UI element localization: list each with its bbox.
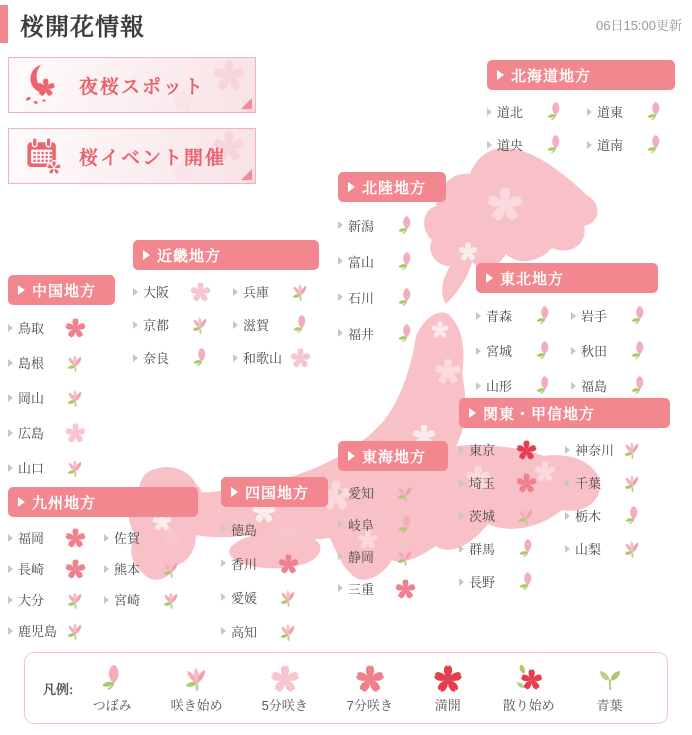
status-tsubomi-icon — [515, 537, 538, 560]
pref-name: 静岡 — [348, 549, 375, 565]
pref-link-kyushu-2[interactable] — [8, 553, 104, 584]
triangle-right-icon — [8, 464, 13, 472]
region-hokuriku — [338, 172, 446, 351]
status-tsubomi-icon — [543, 100, 566, 123]
status-bu7-icon — [394, 577, 417, 600]
pref-link-hokuriku-2[interactable] — [338, 279, 438, 315]
status-sakihajime-icon — [621, 438, 644, 461]
triangle-right-icon — [487, 141, 492, 149]
region-tohoku — [476, 263, 666, 403]
legend-item-label: つぼみ — [92, 698, 132, 713]
triangle-right-icon — [233, 321, 238, 329]
pref-name: 岩手 — [581, 309, 608, 324]
status-bu7-icon — [515, 471, 538, 494]
pref-name: 京都 — [143, 318, 170, 333]
legend-item-mankai — [432, 662, 464, 714]
status-sakihajime-icon — [160, 557, 183, 580]
region-header-hokuriku[interactable] — [338, 172, 446, 202]
pref-link-shikoku-0[interactable] — [221, 512, 321, 546]
status-tsubomi-icon — [394, 214, 417, 237]
triangle-right-icon — [18, 497, 25, 507]
status-tsubomi-icon — [532, 374, 555, 397]
pref-name: 道北 — [497, 105, 524, 120]
triangle-right-icon — [133, 354, 138, 362]
region-header-tohoku[interactable] — [476, 263, 658, 293]
status-bu5-icon — [160, 526, 183, 549]
triangle-right-icon — [348, 451, 355, 461]
pref-name: 長野 — [469, 575, 496, 590]
pref-link-kyushu-6[interactable] — [8, 615, 104, 646]
triangle-right-icon — [459, 545, 464, 553]
region-name: 中国地方 — [32, 282, 97, 300]
triangle-right-icon — [233, 354, 238, 362]
legend-item-label: 散り始め — [502, 698, 555, 713]
region-hokkaido — [487, 60, 687, 161]
triangle-right-icon — [8, 394, 13, 402]
corner-arrow-icon — [241, 98, 252, 109]
triangle-right-icon — [487, 108, 492, 116]
status-sakihajime-icon — [621, 471, 644, 494]
triangle-right-icon — [459, 446, 464, 454]
legend-item-chirihajime — [503, 662, 555, 714]
pref-link-kanto-5[interactable] — [565, 499, 671, 532]
pref-name: 福井 — [348, 326, 375, 342]
pref-link-tokai-3[interactable] — [338, 572, 438, 604]
pref-name: 大阪 — [143, 285, 170, 300]
corner-arrow-icon — [241, 169, 252, 180]
status-tsubomi-icon — [515, 570, 538, 593]
pref-name: 福島 — [581, 379, 608, 394]
triangle-right-icon — [338, 520, 343, 528]
region-name: 東北地方 — [500, 270, 565, 288]
status-sakihajime-icon — [621, 537, 644, 560]
status-bu5-icon — [64, 421, 87, 444]
triangle-right-icon — [8, 565, 13, 573]
pref-link-kinki-2[interactable] — [133, 308, 233, 341]
triangle-right-icon — [221, 559, 226, 567]
pref-name: 山梨 — [575, 542, 602, 557]
region-chugoku — [8, 275, 115, 485]
pref-link-kyushu-1[interactable] — [104, 522, 200, 553]
pref-link-tokai-1[interactable] — [338, 508, 438, 540]
region-tokai — [338, 441, 448, 604]
status-sakihajime-icon — [394, 545, 417, 568]
region-name: 九州地方 — [32, 494, 97, 512]
updated-timestamp: 06日15:00更新 — [596, 18, 682, 33]
status-tsubomi-icon — [627, 304, 650, 327]
status-tsubomi-icon — [96, 662, 128, 694]
pref-name: 徳島 — [231, 522, 258, 538]
triangle-right-icon — [8, 324, 13, 332]
pref-name: 島根 — [18, 356, 45, 371]
moon-sakura-icon — [21, 63, 65, 107]
pref-link-kyushu-4[interactable] — [8, 584, 104, 615]
pref-link-kanto-8[interactable] — [459, 565, 565, 598]
pref-name: 山口 — [18, 461, 45, 476]
status-tsubomi-icon — [289, 313, 312, 336]
legend-item-label: 満開 — [434, 698, 461, 713]
region-header-hokkaido[interactable] — [487, 60, 675, 90]
triangle-right-icon — [348, 182, 355, 192]
status-tsubomi-icon — [394, 250, 417, 273]
pref-name: 奈良 — [143, 351, 170, 366]
pref-name: 鳥取 — [18, 321, 45, 336]
triangle-right-icon — [18, 285, 25, 295]
pref-name: 道東 — [597, 105, 624, 120]
calendar-sakura-icon — [21, 134, 65, 178]
status-tsubomi-icon — [394, 322, 417, 345]
pref-name: 新潟 — [348, 218, 375, 234]
pref-name: 鹿児島 — [18, 624, 58, 639]
pref-link-kinki-3[interactable] — [233, 308, 333, 341]
triangle-right-icon — [571, 347, 576, 355]
triangle-right-icon — [221, 593, 226, 601]
pref-name: 群馬 — [469, 542, 496, 557]
pref-link-tokai-2[interactable] — [338, 540, 438, 572]
status-bu7-icon — [64, 316, 87, 339]
pref-name: 茨城 — [469, 509, 496, 524]
status-sakihajime-icon — [277, 620, 300, 643]
triangle-right-icon — [338, 221, 343, 229]
triangle-right-icon — [469, 408, 476, 418]
triangle-right-icon — [565, 545, 570, 553]
pref-name: 石川 — [348, 290, 375, 306]
status-tsubomi-icon — [189, 346, 212, 369]
pref-link-chugoku-4[interactable] — [8, 450, 108, 485]
pref-link-shikoku-1[interactable] — [221, 546, 321, 580]
region-name: 関東・甲信地方 — [483, 405, 596, 423]
status-chirihajime-icon — [513, 662, 545, 694]
pref-name: 埼玉 — [469, 476, 496, 491]
status-bu5-icon — [289, 346, 312, 369]
region-header-kinki[interactable] — [133, 240, 319, 270]
pref-link-kanto-7[interactable] — [565, 532, 671, 565]
pref-link-tohoku-3[interactable] — [571, 333, 666, 368]
pref-link-kanto-0[interactable] — [459, 433, 565, 466]
region-shikoku — [221, 477, 328, 648]
triangle-right-icon — [221, 525, 226, 533]
triangle-right-icon — [8, 359, 13, 367]
triangle-right-icon — [476, 382, 481, 390]
triangle-right-icon — [476, 312, 481, 320]
status-sakihajime-icon — [64, 456, 87, 479]
status-sakihajime-icon — [289, 280, 312, 303]
triangle-right-icon — [459, 479, 464, 487]
pref-link-tokai-0[interactable] — [338, 476, 438, 508]
pref-name: 和歌山 — [243, 351, 283, 366]
triangle-right-icon — [486, 273, 493, 283]
pref-link-hokkaido-2[interactable] — [487, 128, 587, 161]
pref-link-tohoku-1[interactable] — [571, 298, 666, 333]
banner-label: 桜イベント開催 — [79, 147, 227, 169]
pref-name: 青森 — [486, 309, 513, 324]
pref-name: 三重 — [348, 581, 375, 597]
status-sakihajime-icon — [181, 662, 213, 694]
pref-link-hokkaido-3[interactable] — [587, 128, 687, 161]
pref-name: 香川 — [231, 556, 258, 572]
triangle-right-icon — [233, 288, 238, 296]
triangle-right-icon — [338, 257, 343, 265]
region-kyushu — [8, 487, 200, 646]
pref-name: 福岡 — [18, 531, 45, 546]
pref-name: 岐阜 — [348, 517, 375, 533]
legend-item-bu7 — [347, 662, 393, 714]
triangle-right-icon — [587, 108, 592, 116]
pref-name: 佐賀 — [114, 531, 141, 546]
pref-link-chugoku-0[interactable] — [8, 310, 108, 345]
pref-name: 愛媛 — [231, 590, 258, 606]
pref-name: 岡山 — [18, 391, 45, 406]
pref-name: 大分 — [18, 593, 45, 608]
legend-item-label: 7分咲き — [346, 698, 393, 713]
triangle-right-icon — [104, 534, 109, 542]
triangle-right-icon — [565, 512, 570, 520]
pref-name: 愛知 — [348, 485, 375, 501]
status-sakihajime-icon — [64, 351, 87, 374]
legend-item-label: 咲き始め — [170, 698, 223, 713]
pref-link-kyushu-5[interactable] — [104, 584, 200, 615]
banner-yozakura[interactable] — [8, 57, 256, 113]
triangle-right-icon — [587, 141, 592, 149]
pref-link-kinki-4[interactable] — [133, 341, 233, 374]
triangle-right-icon — [231, 487, 238, 497]
banner-label: 夜桜スポット — [79, 76, 206, 98]
pref-link-hokkaido-0[interactable] — [487, 95, 587, 128]
pref-link-kinki-0[interactable] — [133, 275, 233, 308]
triangle-right-icon — [338, 329, 343, 337]
triangle-right-icon — [476, 347, 481, 355]
status-sakihajime-icon — [64, 386, 87, 409]
status-bu7-icon — [64, 557, 87, 580]
triangle-right-icon — [133, 288, 138, 296]
legend-item-aoba — [594, 662, 626, 714]
status-tsubomi-icon — [394, 286, 417, 309]
status-bu7-icon — [277, 552, 300, 575]
pref-name: 東京 — [469, 443, 496, 458]
triangle-right-icon — [8, 627, 13, 635]
pref-name: 富山 — [348, 254, 375, 270]
pref-link-tohoku-0[interactable] — [476, 298, 571, 333]
pref-name: 宮城 — [486, 344, 513, 359]
pref-name: 宮崎 — [114, 593, 141, 608]
status-mankai-icon — [432, 662, 464, 694]
status-sakihajime-icon — [189, 313, 212, 336]
page-title: 桜開花情報 — [20, 14, 145, 41]
triangle-right-icon — [459, 512, 464, 520]
pref-name: 高知 — [231, 624, 258, 640]
triangle-right-icon — [571, 312, 576, 320]
status-tsubomi-icon — [643, 100, 666, 123]
status-bu7-icon — [64, 526, 87, 549]
pref-link-kyushu-0[interactable] — [8, 522, 104, 553]
region-header-kanto[interactable] — [459, 398, 670, 428]
region-kanto — [459, 398, 671, 598]
pref-link-hokuriku-1[interactable] — [338, 243, 438, 279]
triangle-right-icon — [497, 70, 504, 80]
region-name: 東海地方 — [362, 448, 427, 466]
region-name: 北陸地方 — [362, 179, 427, 197]
triangle-right-icon — [565, 479, 570, 487]
pref-link-shikoku-2[interactable] — [221, 580, 321, 614]
pref-name: 長崎 — [18, 562, 45, 577]
triangle-right-icon — [104, 596, 109, 604]
pref-link-chugoku-1[interactable] — [8, 345, 108, 380]
pref-name: 広島 — [18, 426, 45, 441]
triangle-right-icon — [143, 250, 150, 260]
region-header-kyushu[interactable] — [8, 487, 198, 517]
pref-name: 滋賀 — [243, 318, 270, 333]
status-bu5-icon — [269, 662, 301, 694]
triangle-right-icon — [565, 446, 570, 454]
triangle-right-icon — [221, 627, 226, 635]
status-bu5-icon — [277, 518, 300, 541]
pref-link-hokkaido-1[interactable] — [587, 95, 687, 128]
pref-name: 道南 — [597, 138, 624, 153]
triangle-right-icon — [8, 534, 13, 542]
region-header-tokai[interactable] — [338, 441, 448, 471]
status-sakihajime-icon — [64, 619, 87, 642]
pref-link-hokuriku-0[interactable] — [338, 207, 438, 243]
triangle-right-icon — [459, 578, 464, 586]
status-sakihajime-icon — [160, 588, 183, 611]
pref-link-kinki-5[interactable] — [233, 341, 333, 374]
region-kinki — [133, 240, 333, 374]
region-name: 近畿地方 — [157, 247, 222, 265]
legend-label: 凡例: — [43, 681, 74, 697]
region-header-shikoku[interactable] — [221, 477, 328, 507]
triangle-right-icon — [133, 321, 138, 329]
status-sakihajime-icon — [64, 588, 87, 611]
pref-name: 兵庫 — [243, 285, 270, 300]
banner-event[interactable] — [8, 128, 256, 184]
legend-item-tsubomi — [93, 662, 132, 714]
pref-link-hokuriku-3[interactable] — [338, 315, 438, 351]
pref-link-kanto-2[interactable] — [459, 466, 565, 499]
status-tsubomi-icon — [532, 339, 555, 362]
pref-link-kyushu-3[interactable] — [104, 553, 200, 584]
triangle-right-icon — [8, 429, 13, 437]
status-tsubomi-icon — [394, 513, 417, 536]
pref-name: 秋田 — [581, 344, 608, 359]
status-tsubomi-icon — [532, 304, 555, 327]
triangle-right-icon — [8, 596, 13, 604]
legend-item-label: 5分咲き — [261, 698, 308, 713]
status-tsubomi-icon — [627, 374, 650, 397]
title-accent-bar — [0, 5, 8, 43]
status-tsubomi-icon — [543, 133, 566, 156]
triangle-right-icon — [571, 382, 576, 390]
triangle-right-icon — [338, 293, 343, 301]
pref-name: 道央 — [497, 138, 524, 153]
status-tsubomi-icon — [627, 339, 650, 362]
status-bu7-icon — [354, 662, 386, 694]
pref-link-tohoku-2[interactable] — [476, 333, 571, 368]
triangle-right-icon — [338, 584, 343, 592]
region-name: 北海道地方 — [511, 67, 592, 85]
legend-box — [24, 652, 668, 724]
status-mankai-icon — [515, 438, 538, 461]
pref-name: 栃木 — [575, 509, 602, 524]
status-sakihajime-icon — [394, 481, 417, 504]
legend-item-sakihajime — [171, 662, 223, 714]
pref-link-kanto-3[interactable] — [565, 466, 671, 499]
legend-item-label: 青葉 — [596, 698, 623, 713]
triangle-right-icon — [104, 565, 109, 573]
pref-link-chugoku-2[interactable] — [8, 380, 108, 415]
status-bu5-icon — [189, 280, 212, 303]
region-header-chugoku[interactable] — [8, 275, 115, 305]
pref-link-kinki-1[interactable] — [233, 275, 333, 308]
pref-link-chugoku-3[interactable] — [8, 415, 108, 450]
triangle-right-icon — [338, 488, 343, 496]
pref-link-kanto-6[interactable] — [459, 532, 565, 565]
status-sakihajime-icon — [515, 504, 538, 527]
pref-link-shikoku-3[interactable] — [221, 614, 321, 648]
pref-name: 神奈川 — [575, 443, 615, 458]
pref-name: 熊本 — [114, 562, 141, 577]
status-sakihajime-icon — [277, 586, 300, 609]
status-tsubomi-icon — [621, 504, 644, 527]
triangle-right-icon — [338, 552, 343, 560]
status-tsubomi-icon — [643, 133, 666, 156]
pref-name: 山形 — [486, 379, 513, 394]
legend-item-bu5 — [262, 662, 308, 714]
status-aoba-icon — [594, 662, 626, 694]
pref-link-kanto-1[interactable] — [565, 433, 671, 466]
pref-name: 千葉 — [575, 476, 602, 491]
region-name: 四国地方 — [245, 484, 310, 502]
pref-link-kanto-4[interactable] — [459, 499, 565, 532]
